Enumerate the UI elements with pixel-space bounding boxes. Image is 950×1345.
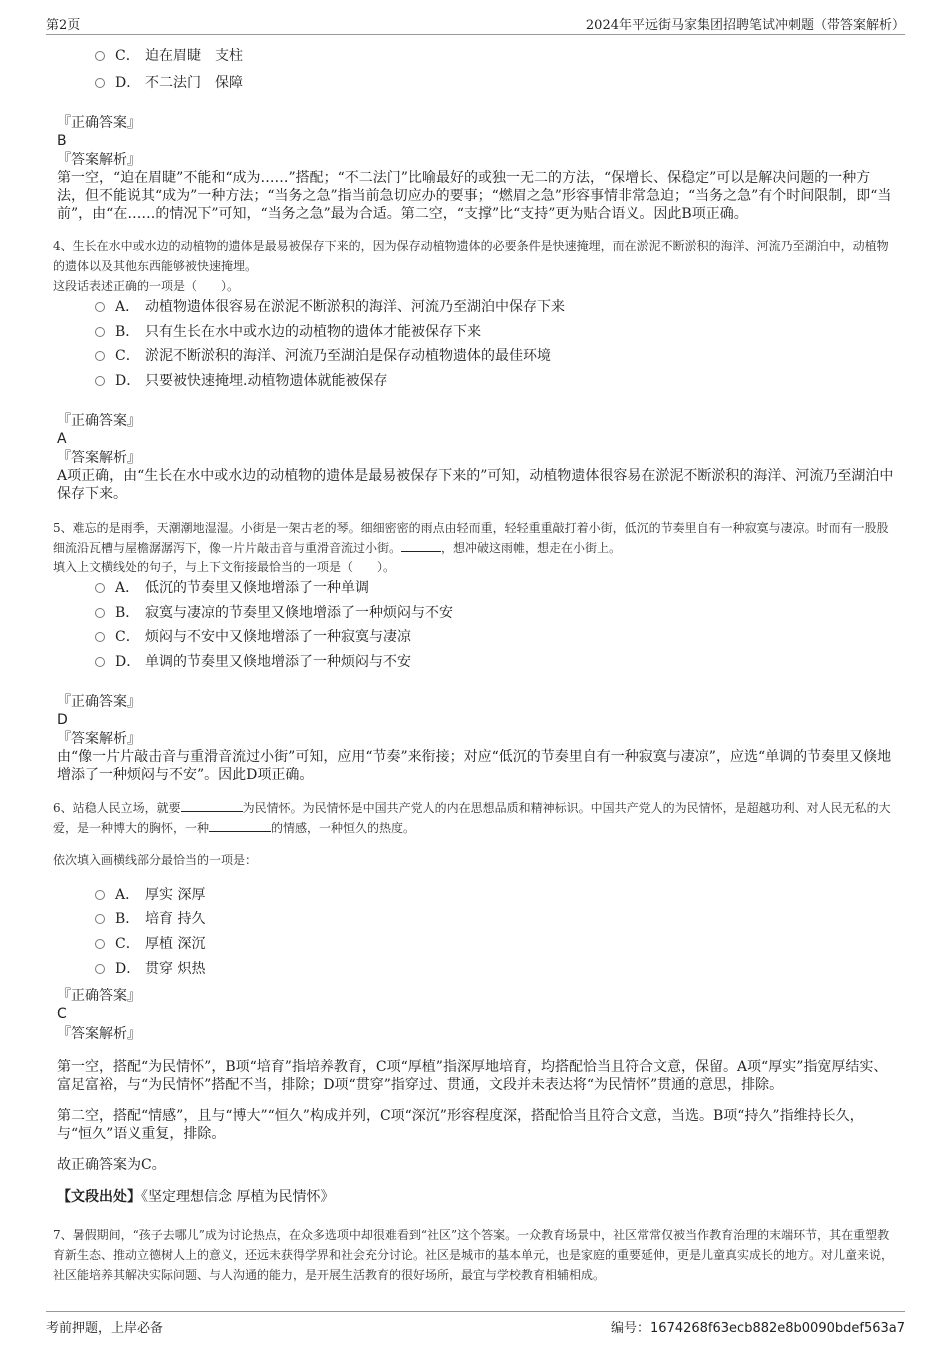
- option-a[interactable]: A． 低沉的节奏里又倏地增添了一种单调: [95, 579, 369, 597]
- option-b[interactable]: B． 只有生长在水中或水边的动植物的遗体才能被保存下来: [95, 323, 481, 341]
- radio-icon[interactable]: [95, 608, 105, 618]
- radio-icon[interactable]: [95, 657, 105, 667]
- question-7-text: 7、暑假期间，“孩子去哪儿”成为讨论热点，在众多选项中却很难看到“社区”这个答案。一众教育场景中，社区常常仅被当作教育治理的末端环节，其在重塑教育新生态、推动立德树人上的意义，还远未获得学界和社会充分讨论。社区是城市的基本单元，也是家庭的重要延伸，更是儿童真实成长的地方。对儿童来说，社区能培养其解决实际问题、与人沟通的能力，是开展生活教育的很好场所，最宜与学校教育相辅相成。: [53, 1228, 894, 1282]
- radio-icon[interactable]: [95, 890, 105, 900]
- question-6-text: 6、站稳人民立场，就要 为民情怀。为民情怀是中国共产党人的内在思想品质和精神标识。中国共产党人的为民情怀，是超越功利、对人民无私的大爱，是一种博大的胸怀，一种 的情感，一种恒久的热度。: [53, 801, 891, 835]
- correct-answer-label: 『正确答案』: [57, 413, 141, 429]
- option-b[interactable]: B． 寂寞与凄凉的节奏里又倏地增添了一种烦闷与不安: [95, 604, 453, 622]
- radio-icon[interactable]: [95, 351, 105, 361]
- source-line: 【文段出处】《坚定理想信念 厚植为民情怀》: [57, 1189, 335, 1205]
- radio-icon[interactable]: [95, 939, 105, 949]
- option-a[interactable]: A． 动植物遗体很容易在淤泥不断淤积的海洋、河流乃至湖泊中保存下来: [95, 298, 565, 316]
- question-5-prompt: 填入上文横线处的句子，与上下文衔接最恰当的一项是（ ）。: [53, 560, 396, 574]
- analysis-text: 第一空，搭配“为民情怀”，B项“培育”指培养教育，C项“厚植”指深厚地培育，均搭配恰当且符合文意，保留。A项“厚实”指宽厚结实、富足富裕，与“为民情怀”搭配不当，排除；D项“贯穿”指穿过、贯通，文段并未表达将“为民情怀”贯通的意思，排除。: [57, 1059, 888, 1093]
- document-id: 编号：1674268f63ecb882e8b0090bdef563a7: [611, 1321, 905, 1336]
- blank-line: [401, 551, 441, 552]
- page-footer: [46, 1311, 905, 1342]
- radio-icon[interactable]: [95, 78, 105, 88]
- analysis-text: 由“像一片片敲击音与重滑音流过小街”可知，应用“节奏”来衔接；对应“低沉的节奏里自有一种寂寞与凄凉”，应选“单调的节奏里又倏地增添了一种烦闷与不安”。因此D项正确。: [57, 749, 892, 783]
- analysis-text: 第一空，“迫在眉睫”不能和“成为……”搭配；“不二法门”比喻最好的或独一无二的方法，“保增长、保稳定”可以是解决问题的一种方法，但不能说其“成为”一种方法；“当务之急”指当前急切应办的要事；“燃眉之急”形容事情非常急迫；“当务之急”有个时间限制，即“当前”，由“在……的情况下”可知，“当务之急”最为合适。第二空，“支撑”比“支持”更为贴合语义。因此B项正确。: [57, 170, 892, 222]
- option-b[interactable]: B． 培育 持久: [95, 910, 205, 928]
- option-d[interactable]: D． 不二法门 保障: [95, 74, 243, 92]
- radio-icon[interactable]: [95, 51, 105, 61]
- option-c[interactable]: C． 迫在眉睫 支柱: [95, 47, 243, 65]
- correct-answer: B: [57, 133, 67, 149]
- option-a[interactable]: A． 厚实 深厚: [95, 886, 205, 904]
- document-title: 2024年平远街马家集团招聘笔试冲刺题（带答案解析）: [585, 18, 905, 33]
- radio-icon[interactable]: [95, 302, 105, 312]
- correct-answer: D: [57, 712, 68, 728]
- radio-icon[interactable]: [95, 914, 105, 924]
- page-header: [46, 0, 905, 35]
- correct-answer-label: 『正确答案』: [57, 988, 141, 1004]
- question-4-prompt: 这段话表述正确的一项是（ ）。: [53, 279, 240, 293]
- analysis-text: 第二空，搭配“情感”，且与“博大”“恒久”构成并列，C项“深沉”形容程度深，搭配恰当且符合文意，当选。B项“持久”指维持长久，与“恒久”语义重复，排除。: [57, 1108, 864, 1142]
- analysis-label: 『答案解析』: [57, 731, 141, 747]
- correct-answer: C: [57, 1006, 67, 1022]
- option-c[interactable]: C． 淤泥不断淤积的海洋、河流乃至湖泊是保存动植物遗体的最佳环境: [95, 347, 551, 365]
- option-d[interactable]: D． 单调的节奏里又倏地增添了一种烦闷与不安: [95, 653, 411, 671]
- analysis-label: 『答案解析』: [57, 1026, 141, 1042]
- radio-icon[interactable]: [95, 327, 105, 337]
- analysis-label: 『答案解析』: [57, 450, 141, 466]
- question-5-text: 5、难忘的是雨季，天潮潮地湿湿。小街是一架古老的琴。细细密密的雨点由轻而重，轻轻重重敲打着小街，低沉的节奏里自有一种寂寞与凄凉。时而有一股股细流沿瓦槽与屋檐潺潺泻下，像一片片敲击音与重滑音流过小街。 ，想冲破这雨帷，想走在小街上。: [53, 521, 889, 555]
- correct-answer-label: 『正确答案』: [57, 694, 141, 710]
- radio-icon[interactable]: [95, 376, 105, 386]
- analysis-text: A项正确，由“生长在水中或水边的动植物的遗体是最易被保存下来的”可知，动植物遗体很容易在淤泥不断淤积的海洋、河流乃至湖泊中保存下来。: [57, 468, 894, 502]
- page-number: 第2页: [46, 18, 81, 33]
- option-d[interactable]: D． 贯穿 炽热: [95, 960, 205, 978]
- footer-slogan: 考前押题，上岸必备: [46, 1321, 164, 1336]
- analysis-label: 『答案解析』: [57, 152, 141, 168]
- correct-answer-label: 『正确答案』: [57, 115, 141, 131]
- radio-icon[interactable]: [95, 964, 105, 974]
- radio-icon[interactable]: [95, 632, 105, 642]
- correct-answer: A: [57, 431, 67, 447]
- option-c[interactable]: C． 烦闷与不安中又倏地增添了一种寂寞与凄凉: [95, 628, 411, 646]
- question-4-text: 4、生长在水中或水边的动植物的遗体是最易被保存下来的，因为保存动植物遗体的必要条件是快速掩埋，而在淤泥不断淤积的海洋、河流乃至湖泊中，动植物的遗体以及其他东西能够被快速掩埋。: [53, 239, 889, 273]
- option-d[interactable]: D． 只要被快速掩埋.动植物遗体就能被保存: [95, 372, 387, 390]
- blank-line: [209, 831, 271, 832]
- blank-line: [181, 811, 243, 812]
- option-c[interactable]: C． 厚植 深沉: [95, 935, 205, 953]
- radio-icon[interactable]: [95, 583, 105, 593]
- conclusion-text: 故正确答案为C。: [57, 1157, 166, 1173]
- question-6-prompt: 依次填入画横线部分最恰当的一项是：: [53, 853, 258, 867]
